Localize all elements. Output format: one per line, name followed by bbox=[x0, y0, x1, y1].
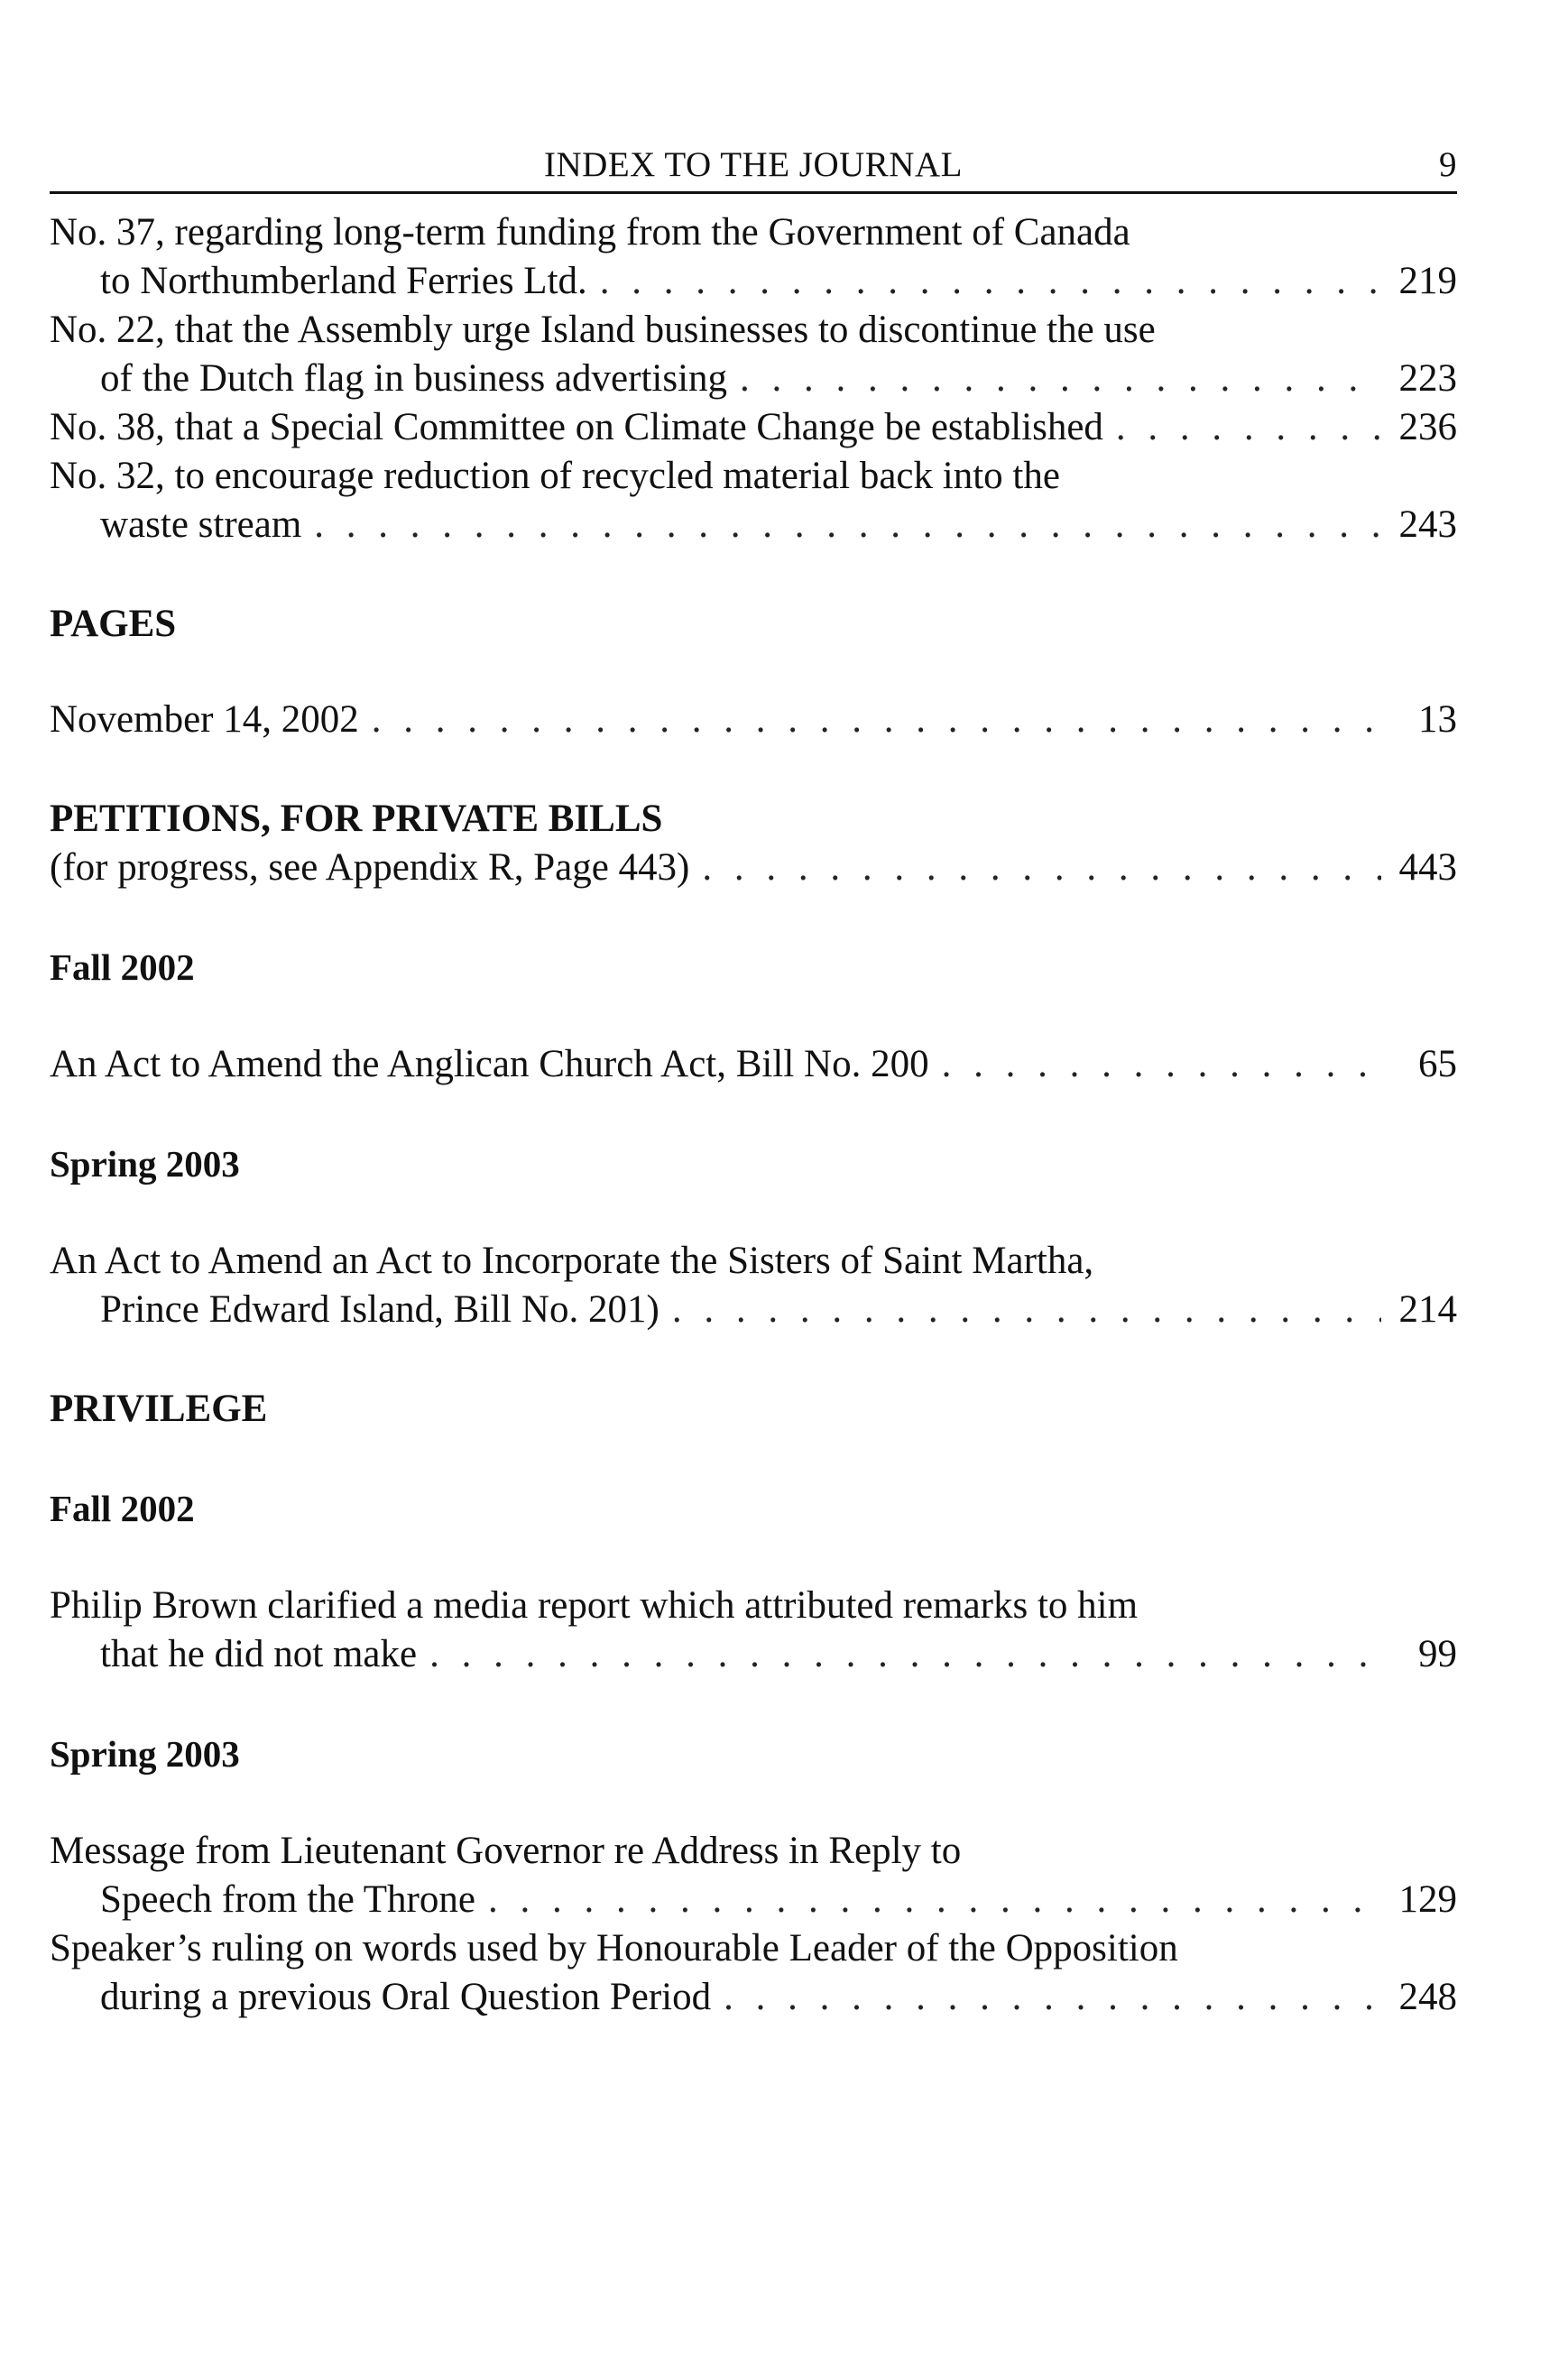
entry-text-line1: Message from Lieutenant Governor re Address in Reply to bbox=[50, 1830, 962, 1872]
section-heading-privilege: PRIVILEGE bbox=[50, 1388, 268, 1430]
dot-leader bbox=[740, 355, 1381, 403]
entry-page-ref: 243 bbox=[1398, 503, 1457, 546]
entry-text-line1: An Act to Amend an Act to Incorporate the Sisters of Saint Martha, bbox=[50, 1240, 1094, 1282]
index-entry bbox=[50, 1827, 1457, 1924]
entry-text-line2: that he did not make bbox=[100, 1633, 418, 1675]
subsection-heading-fall-2002: Fall 2002 bbox=[50, 1488, 195, 1529]
dot-leader bbox=[724, 1973, 1381, 2022]
subsection-heading-spring-2003: Spring 2003 bbox=[50, 1733, 240, 1775]
entry-page-ref: 219 bbox=[1398, 260, 1457, 302]
index-entry bbox=[50, 403, 1457, 452]
entry-page-ref: 99 bbox=[1418, 1633, 1457, 1675]
entry-text-line1: No. 22, that the Assembly urge Island businesses to discontinue the use bbox=[50, 309, 1156, 351]
entry-text: An Act to Amend the Anglican Church Act, Bill No. 200 bbox=[50, 1043, 929, 1085]
dot-leader bbox=[600, 257, 1381, 306]
dot-leader bbox=[314, 501, 1381, 549]
entry-page-ref: 248 bbox=[1398, 1976, 1457, 2018]
entry-text-line1: No. 37, regarding long-term funding from the Government of Canada bbox=[50, 211, 1130, 254]
section-heading-pages: PAGES bbox=[50, 603, 177, 645]
entry-page-ref: 236 bbox=[1398, 406, 1457, 448]
entry-page-ref: 65 bbox=[1418, 1043, 1457, 1085]
entry-text-line2: Prince Edward Island, Bill No. 201) bbox=[100, 1288, 659, 1331]
entry-text: No. 38, that a Special Committee on Climate Change be established bbox=[50, 406, 1103, 448]
entry-page-ref: 13 bbox=[1418, 698, 1457, 741]
section-heading-petitions: PETITIONS, FOR PRIVATE BILLS bbox=[50, 798, 663, 840]
index-entry bbox=[50, 1582, 1457, 1679]
entry-text: November 14, 2002 bbox=[50, 698, 359, 741]
dot-leader bbox=[942, 1040, 1381, 1089]
index-entry bbox=[50, 452, 1457, 549]
index-entry bbox=[50, 1924, 1457, 2022]
entry-page-ref: 214 bbox=[1398, 1288, 1457, 1331]
entry-page-ref: 223 bbox=[1398, 357, 1457, 400]
index-entry bbox=[50, 1237, 1457, 1334]
index-entry bbox=[50, 306, 1457, 403]
dot-leader bbox=[429, 1630, 1381, 1679]
running-head bbox=[50, 144, 1457, 194]
subsection-heading-fall-2002: Fall 2002 bbox=[50, 946, 195, 988]
index-entry bbox=[50, 208, 1457, 306]
running-head-title: INDEX TO THE JOURNAL bbox=[544, 145, 963, 184]
entry-text-line2: waste stream bbox=[100, 503, 302, 546]
entry-text-line2: to Northumberland Ferries Ltd. bbox=[100, 260, 587, 302]
entry-text-line2: of the Dutch flag in business advertising bbox=[100, 357, 728, 400]
entry-text-line1: Philip Brown clarified a media report which attributed remarks to him bbox=[50, 1584, 1139, 1627]
journal-index-page bbox=[50, 144, 1457, 2022]
dot-leader bbox=[488, 1876, 1381, 1924]
entry-text-line2: during a previous Oral Question Period bbox=[100, 1976, 712, 2018]
motions-list bbox=[50, 208, 1457, 549]
entry-page-ref: 129 bbox=[1398, 1878, 1457, 1921]
entry-text-line1: Speaker’s ruling on words used by Honourable Leader of the Opposition bbox=[50, 1927, 1178, 1969]
index-entry bbox=[50, 1040, 1457, 1089]
subsection-heading-spring-2003: Spring 2003 bbox=[50, 1143, 240, 1185]
index-entry bbox=[50, 844, 1457, 892]
entry-text-line1: No. 32, to encourage reduction of recycled material back into the bbox=[50, 455, 1060, 497]
dot-leader bbox=[702, 844, 1381, 892]
index-entry bbox=[50, 696, 1457, 744]
dot-leader bbox=[372, 696, 1381, 744]
dot-leader bbox=[1116, 403, 1381, 452]
dot-leader bbox=[672, 1286, 1381, 1334]
entry-text: (for progress, see Appendix R, Page 443) bbox=[50, 846, 690, 889]
entry-text-line2: Speech from the Throne bbox=[100, 1878, 475, 1921]
running-head-page-number: 9 bbox=[1439, 145, 1457, 184]
entry-page-ref: 443 bbox=[1398, 846, 1457, 889]
